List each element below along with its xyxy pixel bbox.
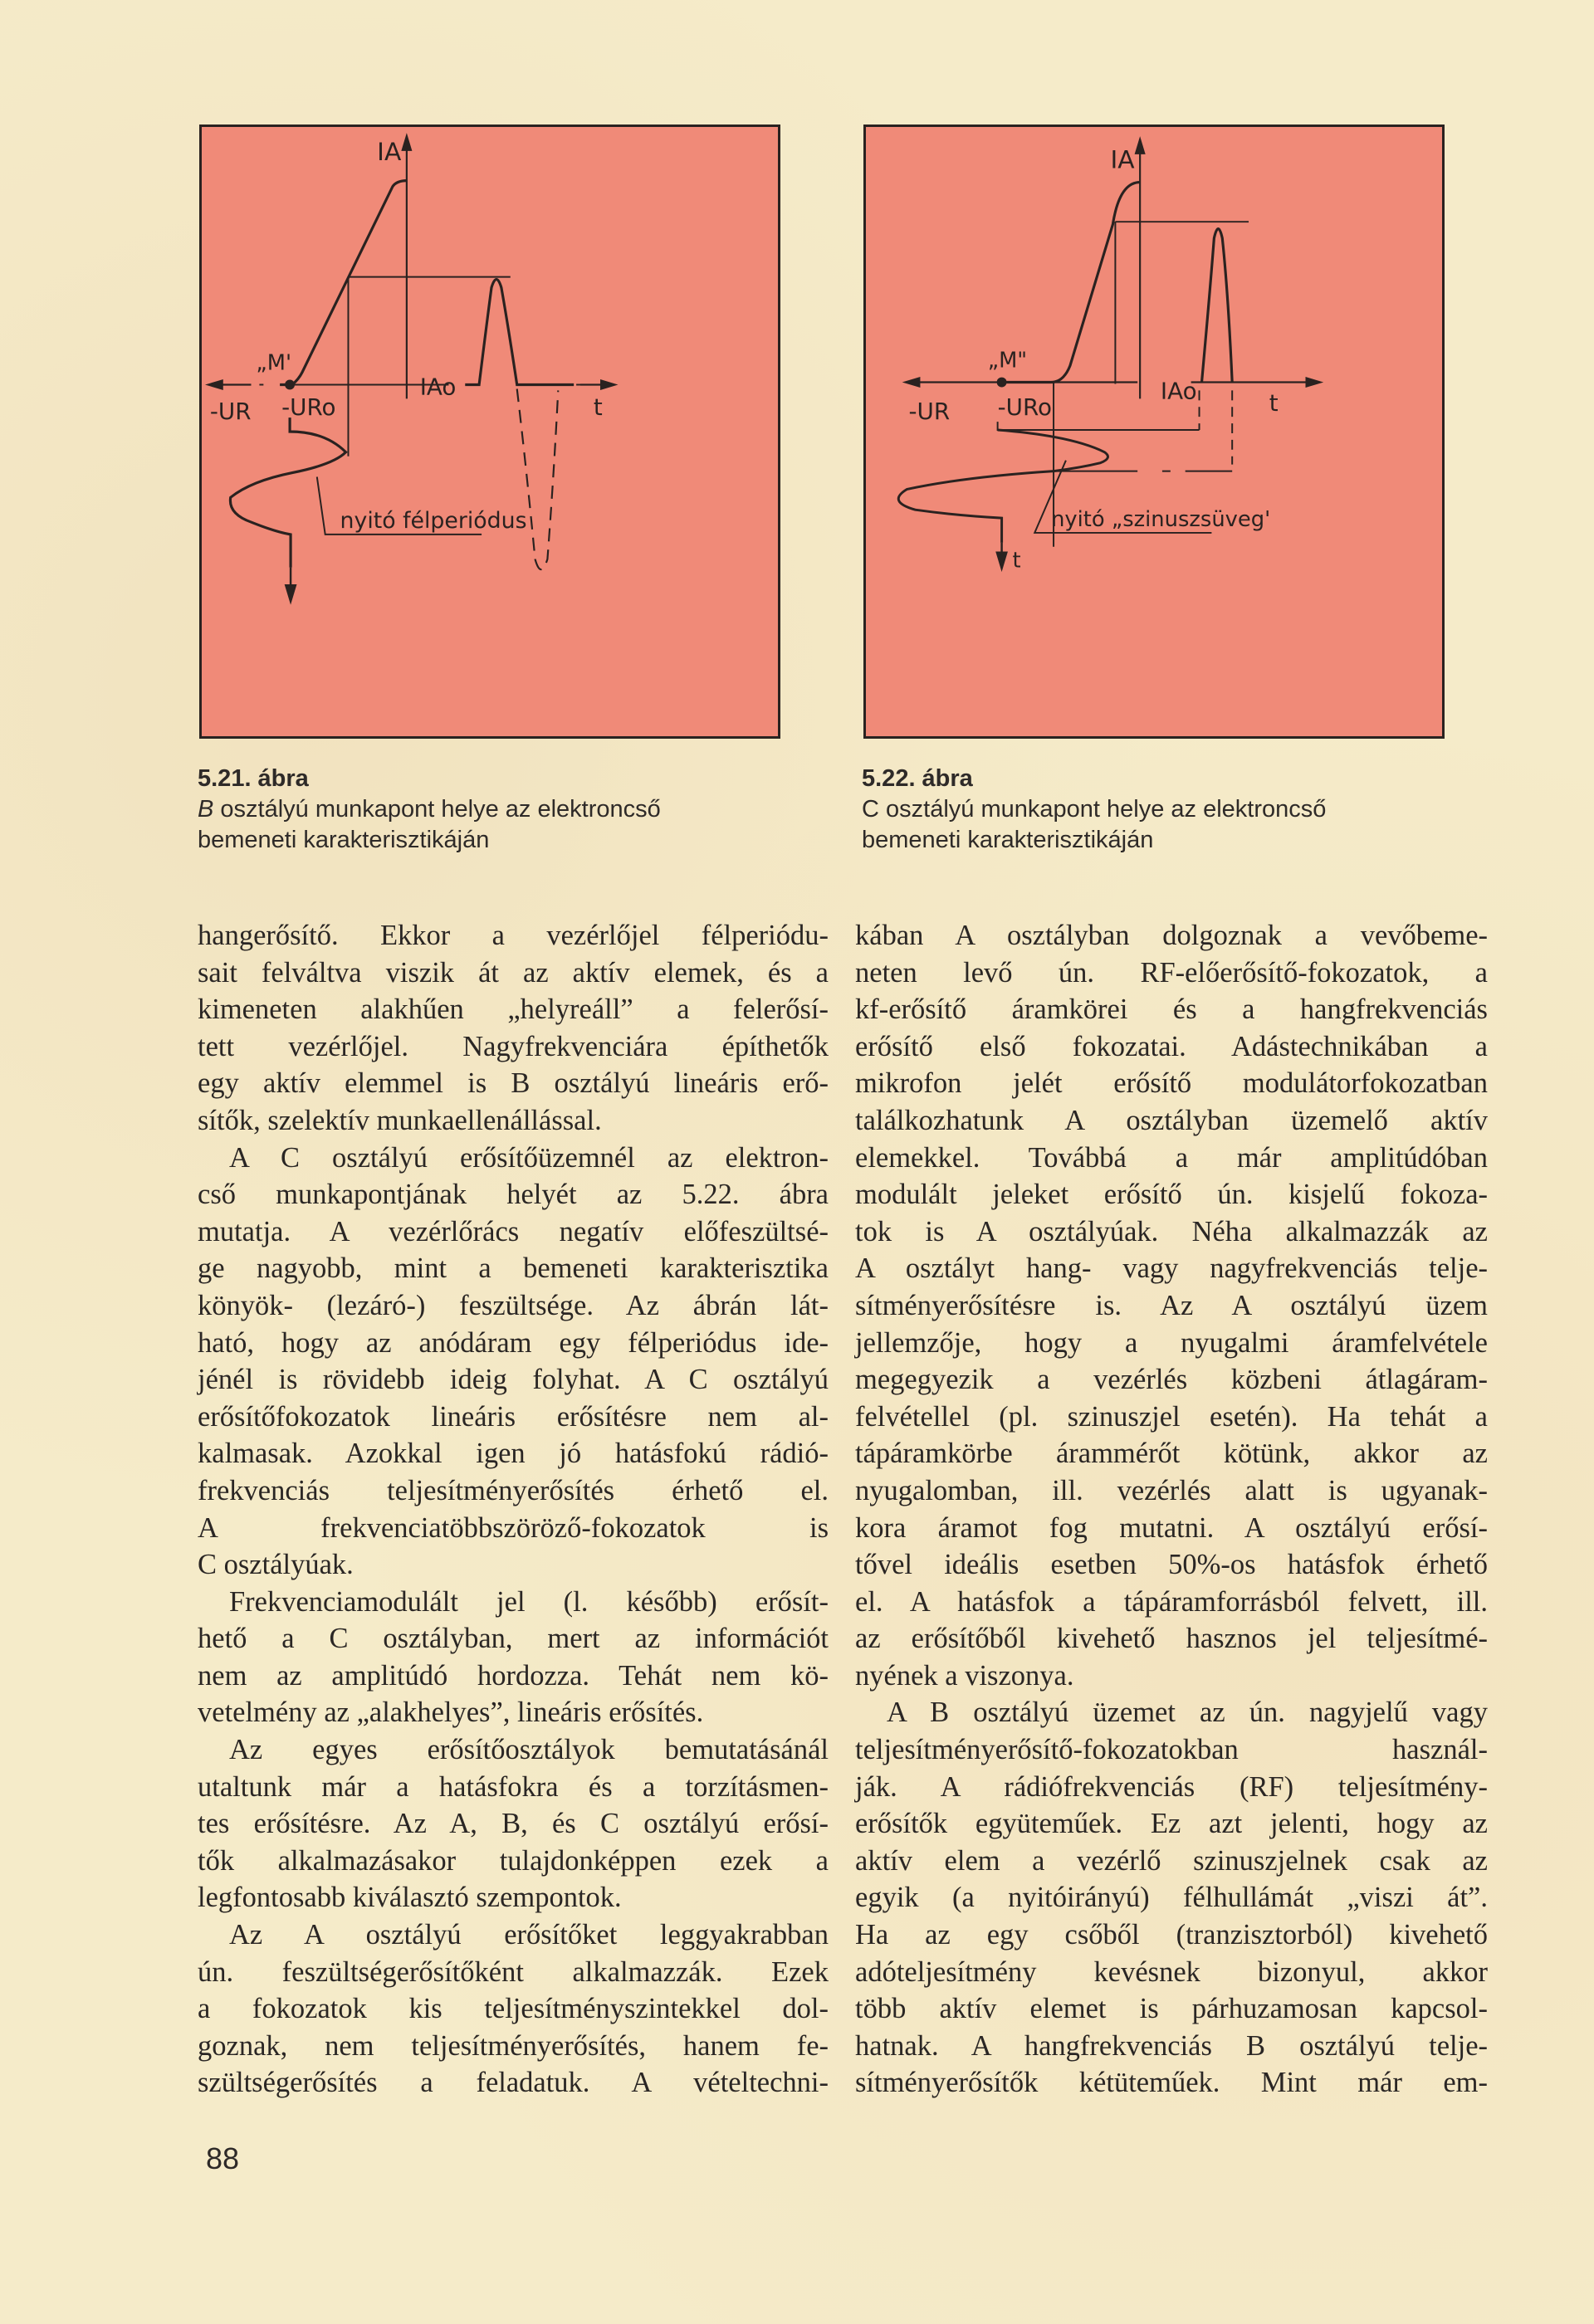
figure-5-22-class-c-diagram [863,124,1445,739]
text-line: tők alkalmazásakor tulajdonképpen ezek a [198,1844,829,1877]
text-line: teljesítményerősítő-fokozatokban használ- [855,1734,1488,1766]
opening-sine-cap-label: nyitó „szinuszsüveg' [1051,507,1271,533]
text-line: A frekvenciatöbbszöröző-fokozatok is [198,1511,829,1544]
ia0-label: IAo [1160,377,1197,405]
text-line: erősítő első fokozatai. Adástechnikában a [855,1030,1488,1062]
text-line: jellemzője, hogy a nyugalmi áramfelvétele [855,1326,1488,1359]
neg-ur-label: -UR [209,398,252,426]
operating-point-label: „M' [256,350,292,376]
text-line: erősítők együteműek. Ez azt jelenti, hogy az [855,1808,1488,1840]
caption-class-letter: B [198,796,214,823]
figure-5-21-caption [198,764,795,856]
text-line: egyik (a nyitóirányú) félhullámát „viszi át”. [855,1882,1488,1914]
cutoff-half-wave [517,388,559,569]
anode-current-pulse [465,280,574,385]
text-line: hető a C osztályban, mert az információt [198,1623,829,1655]
figure-number: 5.22. ábra [862,765,973,792]
neg-ur0-label: -URo [997,393,1052,422]
text-line: hatnak. A hangfrekvenciás B osztályú telje- [855,2029,1488,2062]
text-line: sait felváltva viszik át az aktív elemek, és a [198,956,829,989]
text-line: mikrofon jelét erősítő modulátorfokozatban [855,1067,1488,1100]
text-line: frekvenciás teljesítményerősítés érhető el. [198,1474,829,1506]
input-sine-wave [230,417,345,567]
neg-ur-label: -UR [908,398,951,426]
text-line: neten levő ún. RF-előerősítő-fokozatok, a [855,956,1488,989]
text-line: Frekvenciamodulált jel (l. később) erősít- [229,1585,829,1618]
input-characteristic-curve [280,181,407,385]
text-line: mutatja. A vezérlőrács negatív előfeszültsé- [198,1215,829,1247]
t-label: t [593,393,603,422]
t-label: t [1269,389,1279,417]
text-line: tápáramkörbe árammérőt kötünk, akkor az [855,1438,1488,1470]
text-line: könyök- (lezáró-) feszültsége. Az ábrán lát- [198,1289,829,1321]
text-line: nem az amplitúdó hordozza. Tehát nem kö- [198,1659,829,1692]
ia-label: IA [1110,145,1135,175]
text-line: ják. A rádiófrekvenciás (RF) teljesítmény- [855,1770,1488,1803]
text-line: Ha az egy csőből (tranzisztorból) kivehető [855,1919,1488,1951]
text-line: Az egyes erősítőosztályok bemutatásánál [229,1734,829,1766]
ia-label: IA [377,137,402,167]
text-line: tett vezérlőjel. Nagyfrekvenciára építhetők [198,1030,829,1062]
operating-point-m [285,380,295,390]
text-line: kában A osztályban dolgoznak a vevőbeme- [855,920,1488,951]
text-line: tok is A osztályúak. Néha alkalmazzák az [855,1215,1488,1247]
text-line: goznak, nem teljesítményerősítés, hanem fe- [198,2029,829,2062]
text-line: A osztályt hang- vagy nagyfrekvenciás telje- [855,1252,1488,1285]
text-line: Az A osztályú erősítőket leggyakrabban [229,1919,829,1951]
caption-text-line2: bemeneti karakterisztikáján [198,827,490,853]
caption-text-line2: bemeneti karakterisztikáján [862,827,1154,853]
text-line: több aktív elemet is párhuzamosan kapcsol- [855,1993,1488,2025]
text-line: cső munkapontjának helyét az 5.22. ábra [198,1179,829,1211]
text-line: C osztályúak. [198,1549,354,1581]
right-text-column [855,917,1488,2102]
text-line: utaltunk már a hatásfokra és a torzításmen- [198,1770,829,1803]
text-line: ge nagyobb, mint a bemeneti karakterisztika [198,1252,829,1285]
text-line: sítményerősítők kétüteműek. Mint már em- [855,2067,1488,2099]
text-line: sítők, szelektív munkaellenállással. [198,1104,602,1136]
anode-current-pulse [1202,229,1233,383]
text-line: tes erősítésre. Az A, B, és C osztályú erősí- [198,1808,829,1840]
caption-text: osztályú munkapont helye az elektroncső [213,796,661,823]
text-line: erősítőfokozatok lineáris erősítésre nem al- [198,1400,829,1433]
figure-number: 5.21. ábra [198,765,309,792]
text-line: vetelmény az „alakhelyes”, lineáris erősítés. [198,1697,704,1729]
text-line: modulált jeleket erősítő ún. kisjelű fokoza- [855,1179,1488,1211]
text-line: kimeneten alakhűen „helyreáll” a felerősí- [198,994,829,1026]
operating-point-label: „M" [987,348,1028,374]
text-line: aktív elem a vezérlő szinuszjelnek csak az [855,1844,1488,1877]
ia0-label: IAo [419,373,457,401]
text-line: ún. feszültségerősítőként alkalmazzák. Ezek [198,1955,829,1988]
caption-class-letter: C [862,796,879,823]
neg-ur0-label: -URo [281,393,336,422]
text-line: szültségerősítés a feladatuk. A vételtechni- [198,2067,829,2099]
left-text-column [198,917,829,2102]
text-line: elemekkel. Továbbá a már amplitúdóban [855,1141,1488,1174]
text-line: ható, hogy az anódáram egy félperiódus ide- [198,1326,829,1359]
text-line: egy aktív elemmel is B osztályú lineáris erő- [198,1067,829,1100]
text-line: tővel ideális esetben 50%-os hatásfok érhető [855,1549,1488,1581]
text-line: legfontosabb kiválasztó szempontok. [198,1882,622,1914]
text-line: kf-erősítő áramkörei és a hangfrekvenciás [855,994,1488,1026]
text-line: kalmasak. Azokkal igen jó hatásfokú rádió- [198,1438,829,1470]
figure-5-21-class-b-diagram [199,124,780,739]
text-line: nyének a viszonya. [855,1659,1074,1692]
caption-text: osztályú munkapont helye az elektroncső [878,796,1327,823]
text-line: hangerősítő. Ekkor a vezérlőjel félperiódu- [198,920,829,951]
text-line: megegyezik a vezérlés közbeni átlagáram- [855,1364,1488,1396]
text-line: el. A hatásfok a tápáramforrásból felvett, ill. [855,1585,1488,1618]
text-line: A B osztályú üzemet az ún. nagyjelű vagy [887,1697,1488,1729]
text-line: sítményerősítésre is. Az A osztályú üzem [855,1289,1488,1321]
text-line: felvétellel (pl. szinuszjel esetén). Ha tehát a [855,1400,1488,1433]
text-line: jénél is rövidebb ideig folyhat. A C osztályú [198,1364,829,1396]
text-line: az erősítőből kivehető hasznos jel teljesítmé- [855,1623,1488,1655]
text-line: adóteljesítmény kevésnek bizonyul, akkor [855,1955,1488,1988]
text-line: A C osztályú erősítőüzemnél az elektron- [229,1141,829,1174]
class-b-characteristic-plot [202,127,778,736]
figure-5-22-caption [862,764,1460,856]
class-c-characteristic-plot [866,127,1442,736]
t-vertical-label: t [1012,548,1021,574]
text-line: kora áramot fog mutatni. A osztályú erősí- [855,1511,1488,1544]
page-number: 88 [206,2141,240,2175]
text-line: a fokozatok kis teljesítményszintekkel dol- [198,1993,829,2025]
operating-point-m [997,378,1007,388]
text-line: nyugalomban, ill. vezérlés alatt is ugyanak- [855,1474,1488,1506]
opening-half-period-label: nyitó félperiódus [340,507,527,534]
text-line: találkozhatunk A osztályban üzemelő aktív [855,1104,1488,1136]
